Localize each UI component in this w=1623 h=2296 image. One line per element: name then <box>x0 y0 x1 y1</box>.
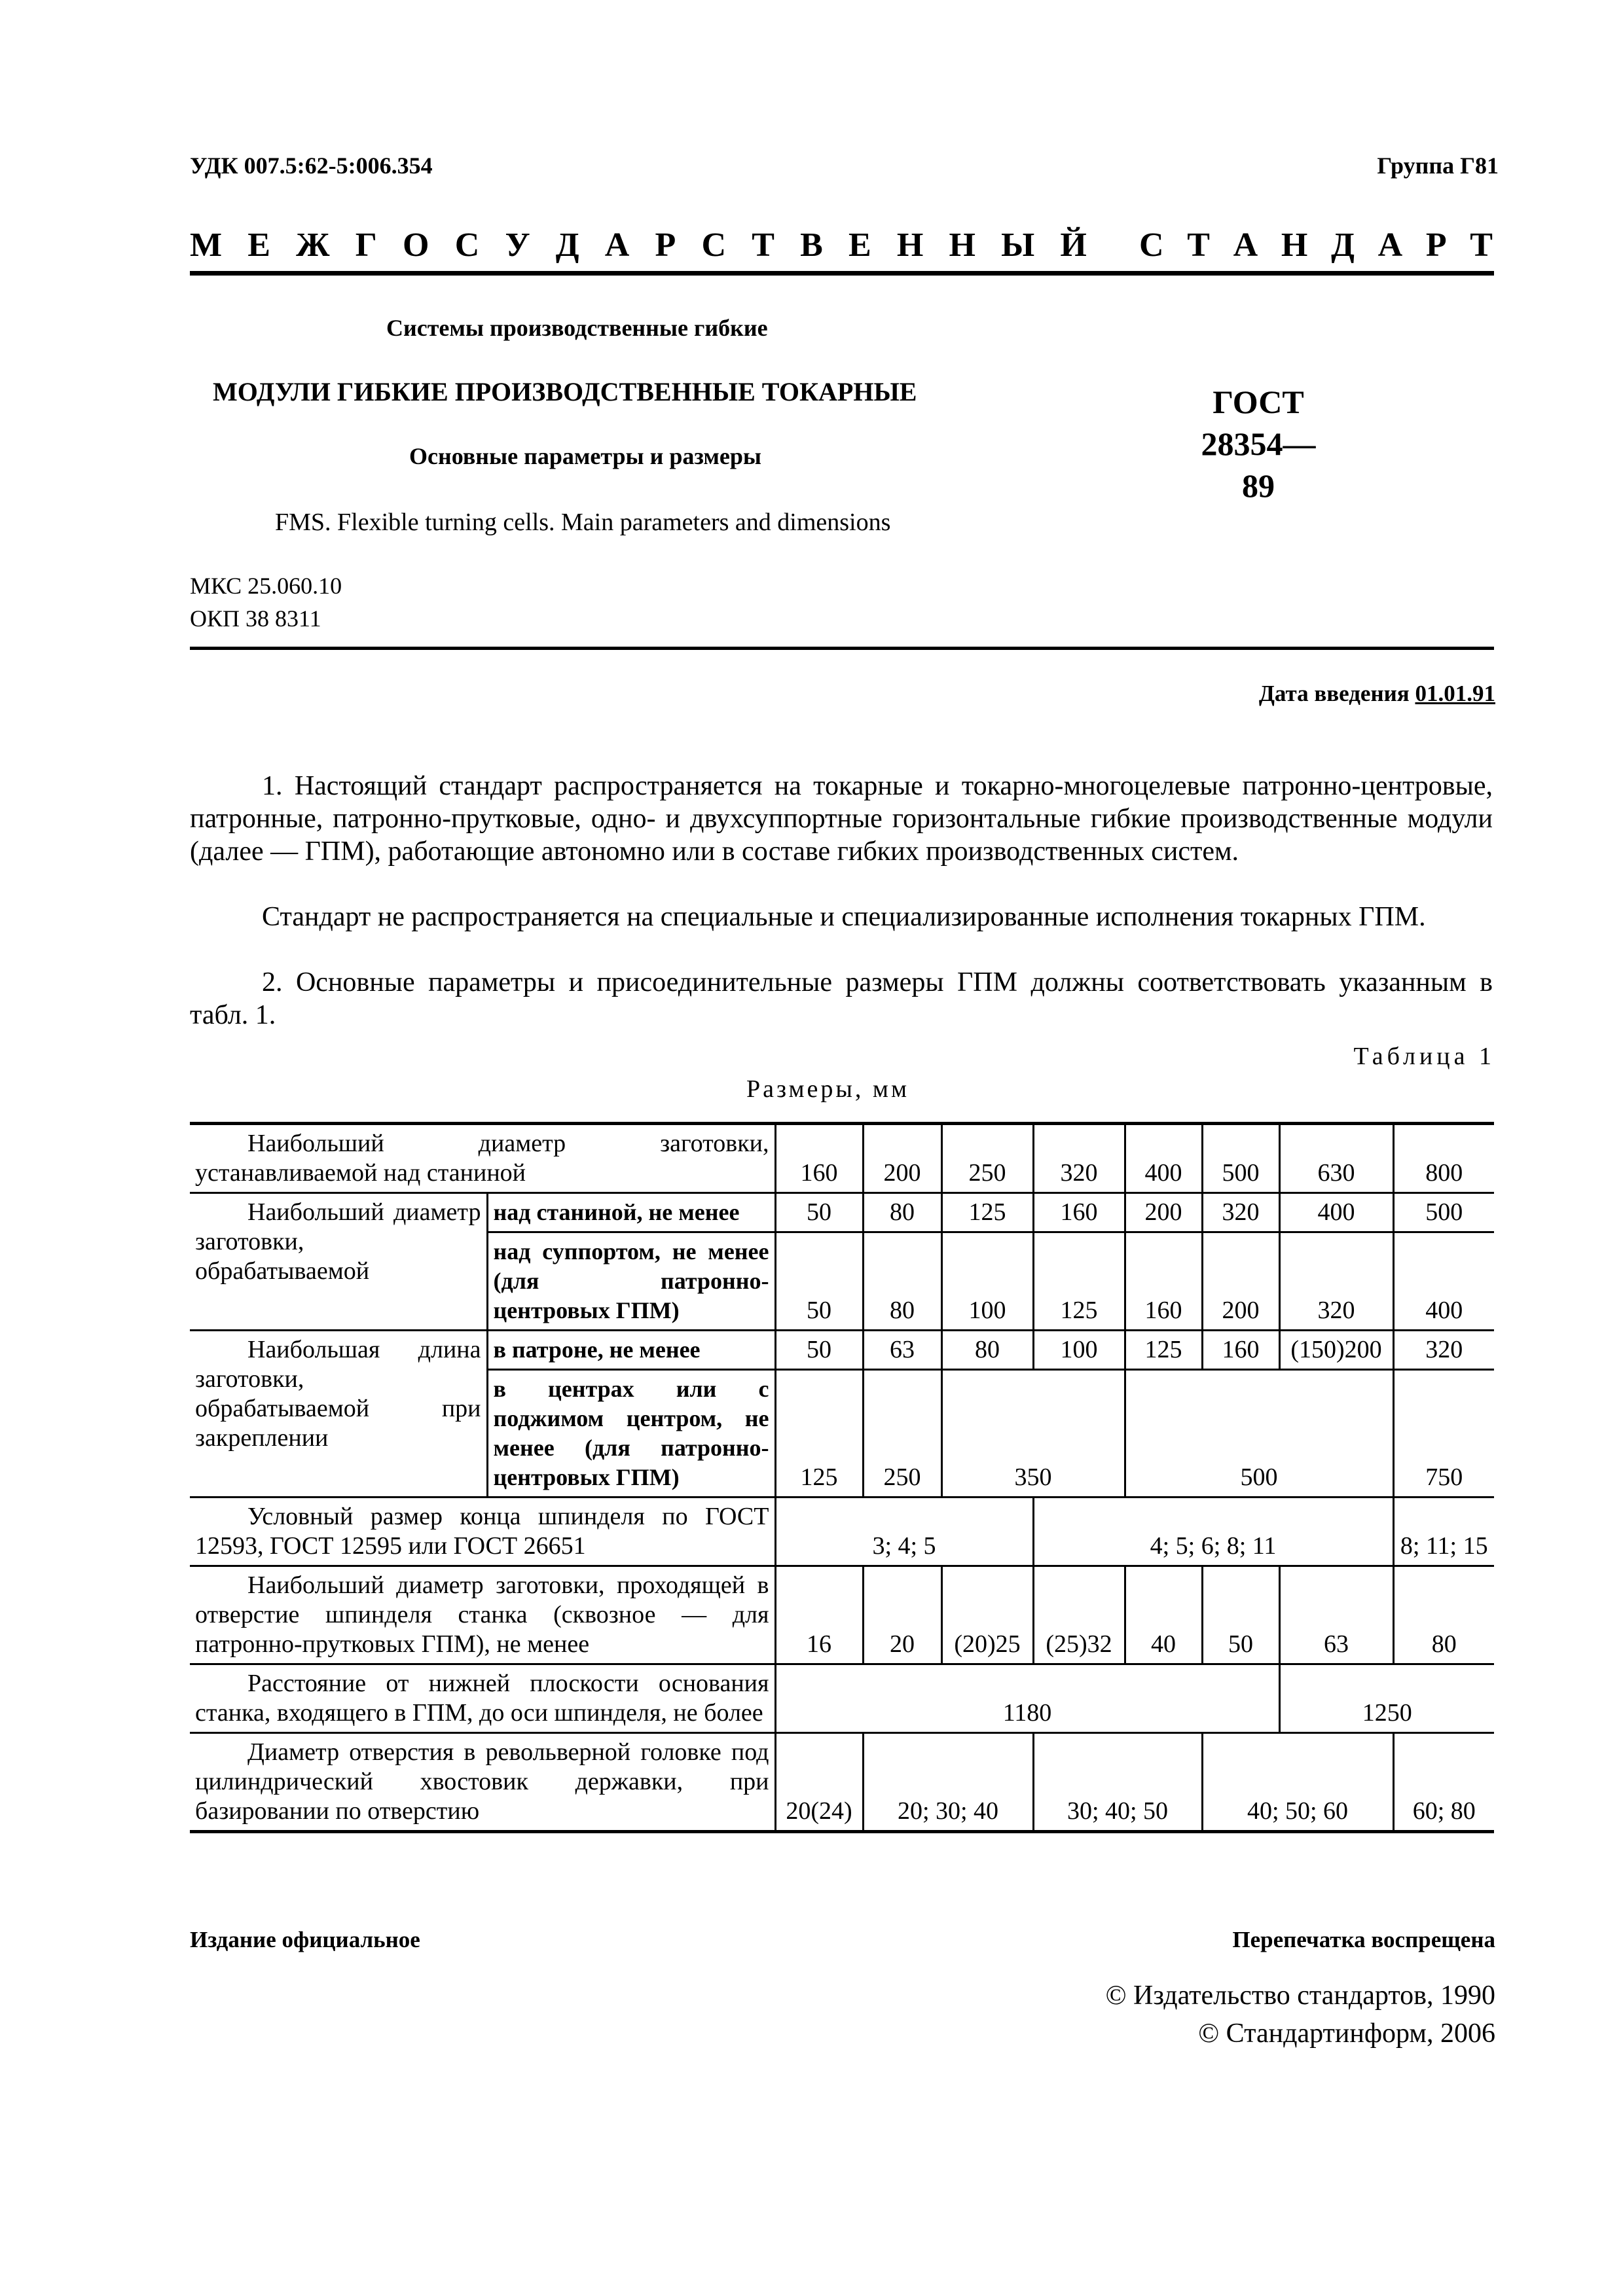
row3-sub-b: в центрах или с поджимом центром, не менее (для патронно-центровых ГПМ) <box>487 1370 775 1498</box>
row3b-value: 750 <box>1393 1370 1494 1498</box>
row2a-value: 125 <box>941 1193 1033 1232</box>
systems-title: Системы производственные гибкие <box>386 315 768 341</box>
row3a-value: 125 <box>1125 1331 1202 1370</box>
subtitle: Основные параметры и размеры <box>409 443 761 469</box>
row2b-value: 80 <box>863 1232 941 1331</box>
row3a-value: (150)200 <box>1279 1331 1393 1370</box>
okp-code: ОКП 38 8311 <box>190 605 321 632</box>
row2a-value: 80 <box>863 1193 941 1232</box>
row4-label: Условный размер конца шпинделя по ГОСТ 12593, ГОСТ 12595 или ГОСТ 26651 <box>190 1498 775 1566</box>
table-row <box>190 1331 1494 1370</box>
row2a-value: 200 <box>1125 1193 1202 1232</box>
row3a-value: 100 <box>1033 1331 1125 1370</box>
row7-label: Диаметр отверстия в револьверной головке под цилиндрический хвостовик державки, при базировании по отверстию <box>190 1733 775 1832</box>
paragraph-1: 1. Настоящий стандарт распространяется на токарные и токарно-многоцелевые патронно-центровые, патронные, патронно-прутковые, одно- и двухсуппортные горизонтальные гибкие производственные модули (далее — ГПМ), работающие автономно или в составе гибких производственных систем. <box>190 771 1493 867</box>
classification-codes <box>190 569 342 635</box>
row5-value: 40 <box>1125 1566 1202 1664</box>
official-edition: Издание официальное <box>190 1927 420 1952</box>
row2b-value: 50 <box>775 1232 863 1331</box>
paragraph-3: 2. Основные параметры и присоединительные размеры ГПМ должны соответствовать указанным в табл. 1. <box>190 967 1493 1030</box>
row2a-value: 160 <box>1033 1193 1125 1232</box>
row7-value: 60; 80 <box>1393 1733 1494 1832</box>
row2a-value: 50 <box>775 1193 863 1232</box>
row1-value: 500 <box>1202 1124 1279 1193</box>
row4-value: 8; 11; 15 <box>1393 1498 1494 1566</box>
parameters-table <box>190 1122 1494 1833</box>
row2-sub-a: над станиной, не менее <box>487 1193 775 1232</box>
row3-label: Наибольшая длина заготовки, обрабатываемой при закреплении <box>190 1331 487 1498</box>
mks-code: МКС 25.060.10 <box>190 573 342 599</box>
row2-sub-b: над суппортом, не менее (для патронно-центровых ГПМ) <box>487 1232 775 1331</box>
row2a-value: 400 <box>1279 1193 1393 1232</box>
row5-label: Наибольший диаметр заготовки, проходящей в отверстие шпинделя станка (сквозное — для патронно-прутковых ГПМ), не менее <box>190 1566 775 1664</box>
row4-value: 4; 5; 6; 8; 11 <box>1033 1498 1393 1566</box>
row2b-value: 125 <box>1033 1232 1125 1331</box>
row4-value: 3; 4; 5 <box>775 1498 1033 1566</box>
row2b-value: 400 <box>1393 1232 1494 1331</box>
row5-value: (25)32 <box>1033 1566 1125 1664</box>
table-row <box>190 1498 1494 1566</box>
row6-label: Расстояние от нижней плоскости основания станка, входящего в ГПМ, до оси шпинделя, не более <box>190 1664 775 1733</box>
row1-value: 630 <box>1279 1124 1393 1193</box>
row1-value: 200 <box>863 1124 941 1193</box>
table-row <box>190 1124 1494 1193</box>
row3a-value: 80 <box>941 1331 1033 1370</box>
group-code: Группа Г81 <box>1377 152 1499 179</box>
table-row <box>190 1566 1494 1664</box>
copyright-1: © Издательство стандартов, 1990 <box>1105 1981 1495 2011</box>
row1-value: 250 <box>941 1124 1033 1193</box>
row3b-value: 125 <box>775 1370 863 1498</box>
gost-number: 28354—89 <box>1201 425 1316 504</box>
gost-label: ГОСТ <box>1213 384 1304 420</box>
row3a-value: 63 <box>863 1331 941 1370</box>
row3b-value: 350 <box>941 1370 1125 1498</box>
banner-word-1: М Е Ж Г О С У Д А Р С Т В Е Н Н Ы Й <box>190 226 1087 264</box>
row1-value: 400 <box>1125 1124 1202 1193</box>
row6-value: 1180 <box>775 1664 1279 1733</box>
introduction-date <box>1259 681 1495 707</box>
row5-value: 16 <box>775 1566 863 1664</box>
paragraph-2: Стандарт не распространяется на специальные и специализированные исполнения токарных ГПМ. <box>262 902 1426 932</box>
banner-word-2: С Т А Н Д А Р Т <box>1139 226 1493 264</box>
row2b-value: 200 <box>1202 1232 1279 1331</box>
table-row <box>190 1193 1494 1232</box>
row7-value: 20; 30; 40 <box>863 1733 1033 1832</box>
top-rule <box>190 271 1494 276</box>
row3b-value: 250 <box>863 1370 941 1498</box>
row7-value: 30; 40; 50 <box>1033 1733 1202 1832</box>
table-row <box>190 1733 1494 1832</box>
row2a-value: 500 <box>1393 1193 1494 1232</box>
row5-value: 80 <box>1393 1566 1494 1664</box>
udk-code: УДК 007.5:62-5:006.354 <box>190 152 433 179</box>
row1-label: Наибольший диаметр заготовки, устанавливаемой над станиной <box>190 1124 775 1193</box>
row6-value: 1250 <box>1279 1664 1494 1733</box>
copyright-block <box>1106 1977 1495 2053</box>
table-row <box>190 1664 1494 1733</box>
row3-sub-a: в патроне, не менее <box>487 1331 775 1370</box>
row7-value: 20(24) <box>775 1733 863 1832</box>
gost-designation <box>1186 381 1330 507</box>
row2b-value: 320 <box>1279 1232 1393 1331</box>
row2b-value: 160 <box>1125 1232 1202 1331</box>
row1-value: 800 <box>1393 1124 1494 1193</box>
row5-value: (20)25 <box>941 1566 1033 1664</box>
date-value: 01.01.91 <box>1415 681 1495 706</box>
row2b-value: 100 <box>941 1232 1033 1331</box>
row7-value: 40; 50; 60 <box>1202 1733 1393 1832</box>
row1-value: 320 <box>1033 1124 1125 1193</box>
reprint-prohibited: Перепечатка воспрещена <box>1232 1927 1495 1952</box>
table-units: Размеры, мм <box>746 1075 910 1103</box>
row5-value: 63 <box>1279 1566 1393 1664</box>
english-title: FMS. Flexible turning cells. Main parameters and dimensions <box>275 509 891 536</box>
row5-value: 50 <box>1202 1566 1279 1664</box>
row2a-value: 320 <box>1202 1193 1279 1232</box>
row3b-value: 500 <box>1125 1370 1393 1498</box>
copyright-2: © Стандартинформ, 2006 <box>1198 2018 1495 2049</box>
row3a-value: 50 <box>775 1331 863 1370</box>
date-label: Дата введения <box>1258 681 1410 706</box>
row3a-value: 320 <box>1393 1331 1494 1370</box>
row2-label: Наибольший диаметр заготовки, обрабатываемой <box>190 1193 487 1331</box>
table-caption: Таблица 1 <box>1353 1043 1495 1070</box>
main-title: МОДУЛИ ГИБКИЕ ПРОИЗВОДСТВЕННЫЕ ТОКАРНЫЕ <box>213 377 917 406</box>
row5-value: 20 <box>863 1566 941 1664</box>
middle-rule <box>190 647 1494 650</box>
row3a-value: 160 <box>1202 1331 1279 1370</box>
standard-banner <box>190 226 1493 264</box>
row1-value: 160 <box>775 1124 863 1193</box>
